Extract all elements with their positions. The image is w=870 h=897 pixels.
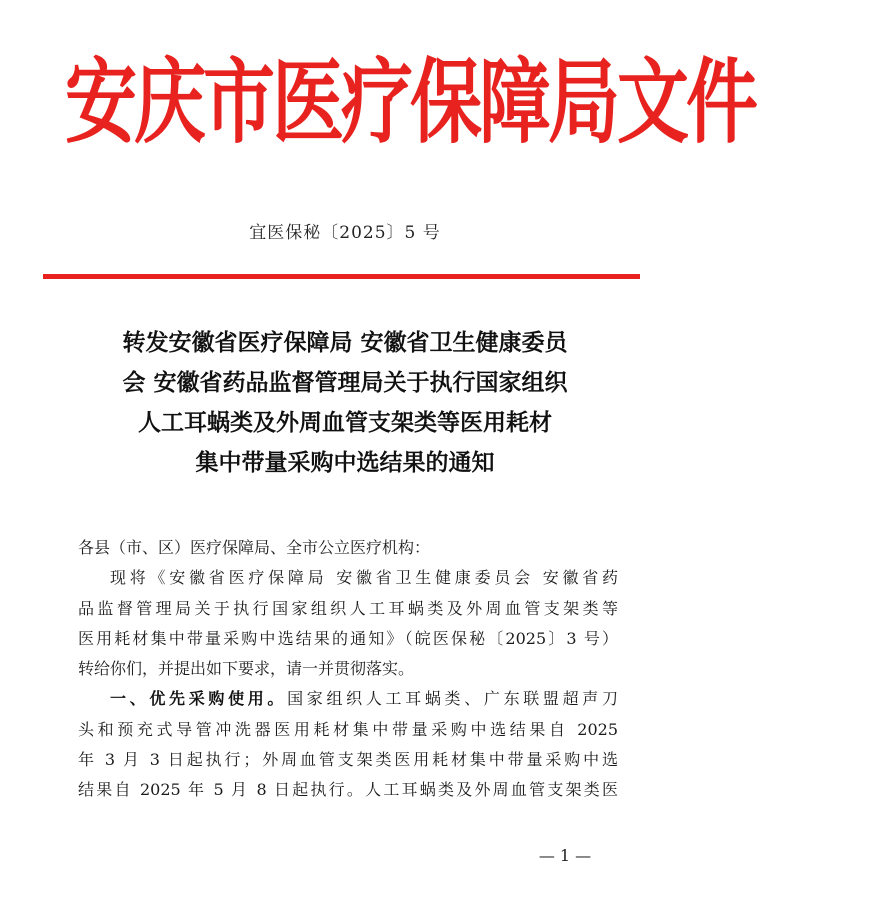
title-line: 集中带量采购中选结果的通知 [195, 450, 495, 476]
document-number: 宜医保秘〔2025〕5 号 [249, 223, 441, 243]
body-line: 头和预充式导管冲洗器医用耗材集中带量采购中选结果自 2025 [78, 719, 618, 739]
body-line: 结果自 2025 年 5 月 8 日起执行。人工耳蜗类及外周血管支架类医 [78, 780, 618, 800]
salutation: 各县（市、区）医疗保障局、全市公立医疗机构： [78, 538, 431, 557]
page-number: — 1 — [538, 846, 592, 865]
body-line: 医用耗材集中带量采购中选结果的通知》（皖医保秘〔2025〕3 号） [78, 628, 618, 648]
body-text [78, 533, 618, 806]
body-line: 转给你们，并提出如下要求，请一并贯彻落实。 [78, 659, 415, 679]
title-line: 人工耳蜗类及外周血管支架类等医用耗材 [138, 410, 552, 436]
body-line: 年 3 月 3 日起执行；外周血管支架类医用耗材集中带量采购中选 [78, 750, 618, 770]
title-line: 转发安徽省医疗保障局 安徽省卫生健康委员 [122, 330, 568, 356]
body-line: 现将《安徽省医疗保障局 安徽省卫生健康委员会 安徽省药 [110, 568, 618, 588]
body-text-span: 国家组织人工耳蜗类、广东联盟超声刀 [287, 689, 618, 709]
masthead-title: 安庆市医疗保障局文件 [65, 48, 756, 156]
body-line: 品监督管理局关于执行国家组织人工耳蜗类及外周血管支架类等 [78, 598, 618, 618]
section-heading: 一、优先采购使用。 [110, 689, 288, 709]
notice-title [60, 323, 630, 483]
body-line [78, 684, 618, 714]
title-line: 会 安徽省药品监督管理局关于执行国家组织 [122, 370, 568, 396]
red-divider-line [43, 274, 640, 279]
